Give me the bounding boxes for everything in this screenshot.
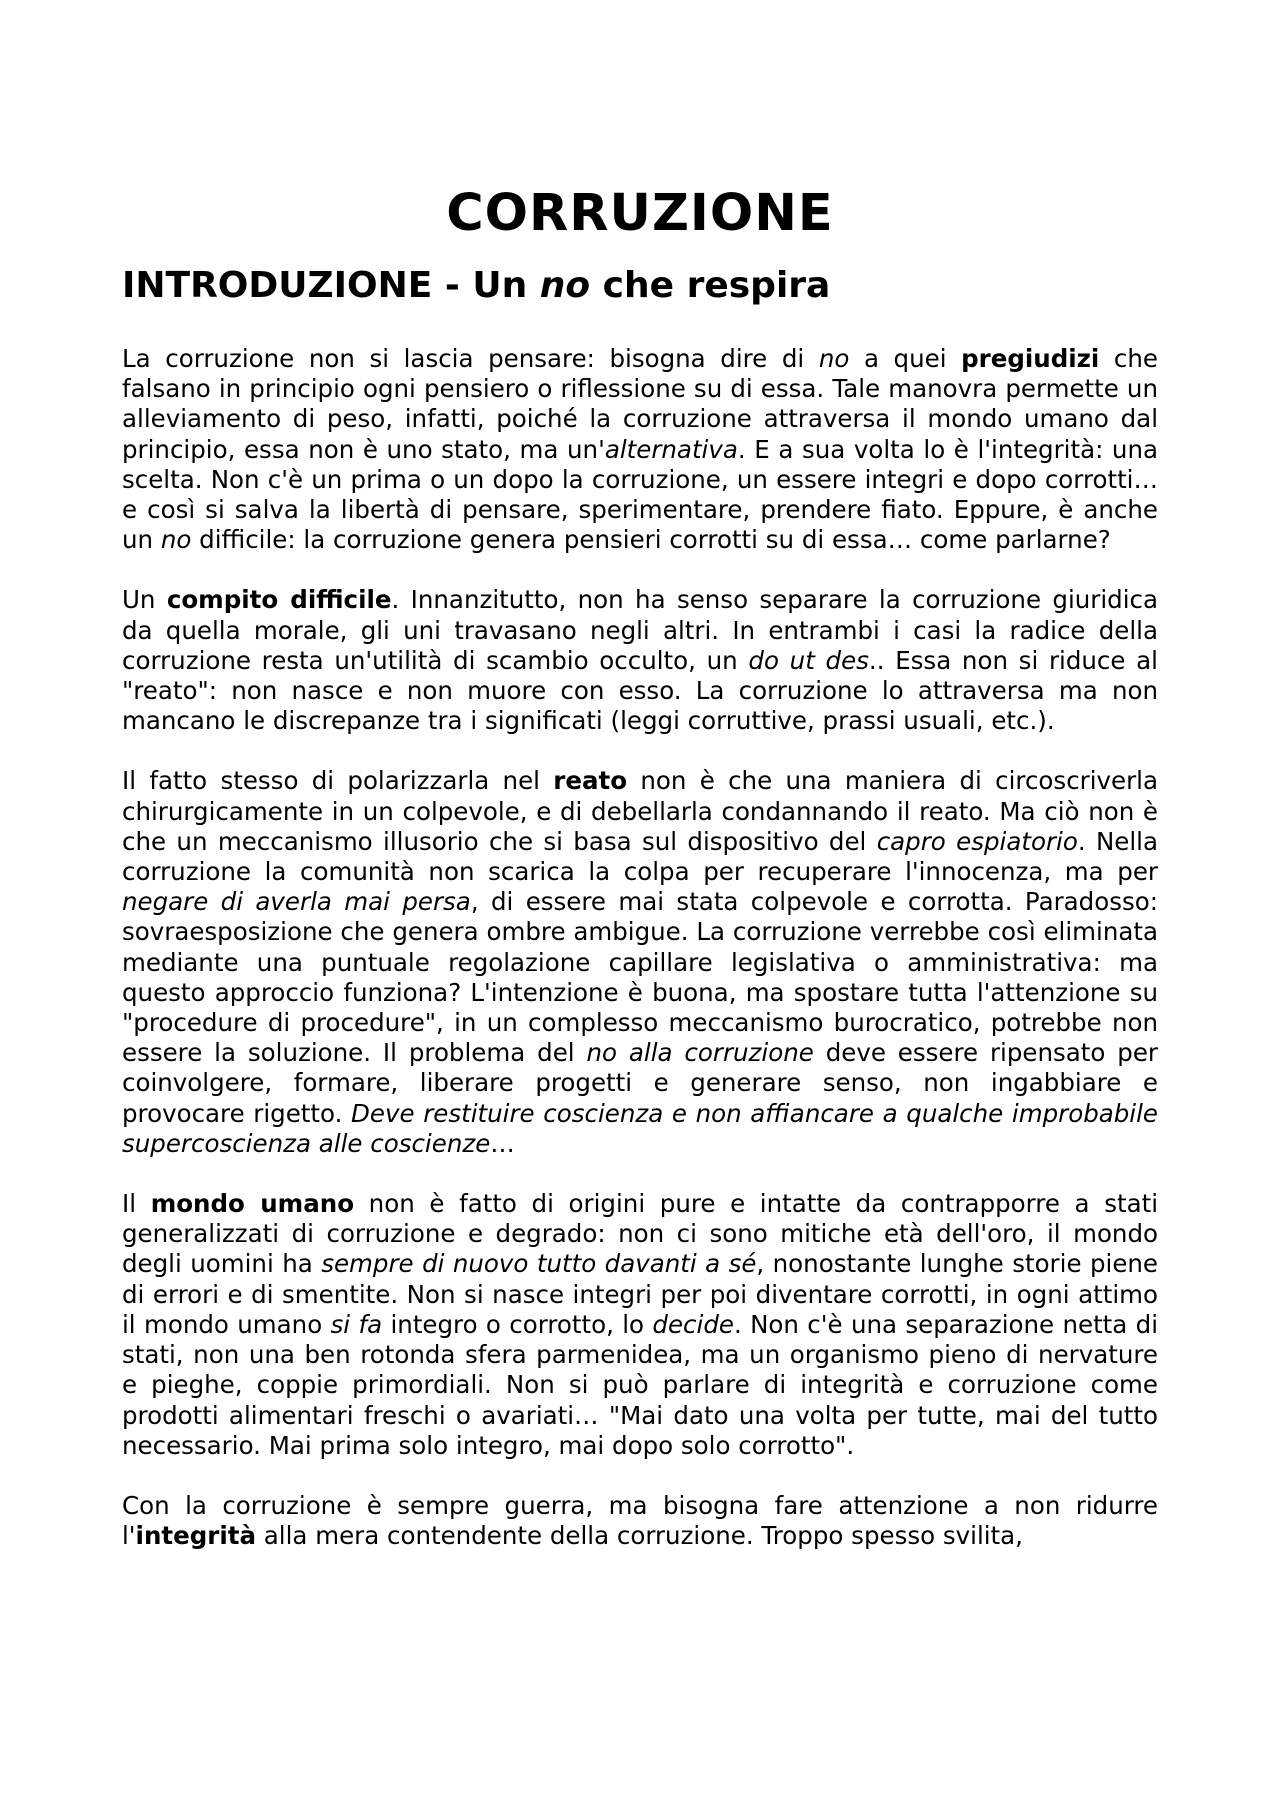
italic-phrase: do ut des — [748, 645, 869, 675]
bold-term: reato — [553, 766, 628, 796]
italic-phrase: no — [818, 344, 850, 373]
text-run: . Non c'è una separazione netta di stati, non una ben rotonda sfera parmenidea, ma un organismo pieno di nervature e pieghe, coppie primordiali. Non si può parlare di integrità e corruzione come prodotti alimentari freschi o avariati… "Mai dato una volta per tutte, mai del tutto necessario. Mai prima solo integro, mai dopo solo corrotto". — [122, 1309, 1159, 1460]
text-run: che falsano in principio ogni pensiero o riflessione su di essa. Tale manovra permette un alleviamento di peso, infatti, poiché la corruzione attraversa il mondo umano dal principio, essa non è uno stato, ma un' — [122, 344, 1158, 464]
text-run: La corruzione non si lascia pensare: bisogna dire di — [122, 344, 819, 373]
text-run: . Nella corruzione la comunità non scarica la colpa per recuperare l'innocenza, ma per — [122, 826, 1158, 887]
text-run: Il — [122, 1189, 151, 1219]
italic-phrase: Deve restituire coscienza e non affiancare a qualche improbabile supercoscienza alle coscienze — [122, 1098, 1158, 1158]
italic-phrase: no alla corruzione — [586, 1038, 814, 1068]
italic-phrase: sempre di nuovo tutto davanti a sé — [321, 1249, 757, 1279]
italic-phrase: si fa — [330, 1309, 383, 1339]
bold-term: mondo umano — [150, 1189, 355, 1219]
paragraph — [122, 585, 1158, 736]
text-run: integro o corrotto, lo — [382, 1309, 653, 1339]
paragraph — [122, 344, 1158, 555]
text-run: deve essere ripensato per coinvolgere, formare, liberare progetti e generare senso, non ingabbiare e provocare rigetto. — [122, 1038, 1158, 1128]
section-heading-end: che respira — [590, 265, 831, 306]
bold-term: pregiudizi — [961, 344, 1100, 373]
paragraph — [122, 1491, 1158, 1551]
text-run: non è fatto di origini pure e intatte da contrapporre a stati generalizzati di corruzione e degrado: non ci sono mitiche età dell'oro, il mondo degli uomini ha — [122, 1189, 1159, 1279]
text-run: non è che una maniera di circoscriverla chirurgicamente in un colpevole, e di debellarla condannando il reato. Ma ciò non è che un meccanismo illusorio che si basa sul dispositivo del — [122, 766, 1159, 856]
section-heading-start: INTRODUZIONE - Un — [122, 265, 540, 306]
text-run: , nonostante lunghe storie piene di errori e di smentite. Non si nasce integri per poi diventare corrotti, in ogni attimo il mondo umano — [122, 1249, 1158, 1339]
text-run: … — [490, 1128, 515, 1158]
body-text — [122, 344, 1158, 1551]
italic-phrase: capro espiatorio — [876, 826, 1078, 856]
italic-phrase: decide — [652, 1309, 734, 1339]
document-title: CORRUZIONE — [446, 184, 834, 243]
text-run: a quei — [849, 344, 962, 373]
text-run: .. Essa non si riduce al "reato": non nasce e non muore con esso. La corruzione lo attraversa ma non mancano le discrepanze tra i significati (leggi corruttive, prassi usuali, etc.). — [122, 645, 1158, 736]
text-run: difficile: la corruzione genera pensieri corrotti su di essa… come parlarne? — [191, 525, 1111, 555]
text-run: Un — [122, 585, 167, 615]
section-heading-italic: no — [539, 265, 591, 306]
text-run: , di essere mai stata colpevole e corrotta. Paradosso: sovraesposizione che genera ombre ambigue. La corruzione verrebbe così eliminata mediante una puntuale regolazione capillare legislativa o amministrativa: ma questo approccio funziona? L'intenzione è buona, ma spostare tutta l'attenzione su "procedure di procedure", in un complesso meccanismo burocratico, potrebbe non essere la soluzione. Il problema del — [122, 887, 1158, 1068]
italic-phrase: negare di averla mai persa — [122, 887, 471, 917]
text-run: Con la corruzione è sempre guerra, ma bisogna fare attenzione a non ridurre l' — [122, 1490, 1158, 1551]
paragraph — [122, 766, 1158, 1159]
bold-term: compito difficile — [166, 585, 392, 615]
bold-term: integrità — [135, 1521, 256, 1551]
italic-phrase: no — [160, 525, 192, 555]
text-run: Il fatto stesso di polarizzarla nel — [122, 766, 554, 796]
text-run: . E a sua volta lo è l'integrità: una scelta. Non c'è un prima o un dopo la corruzione, un essere integri e dopo corrotti… e così si salva la libertà di pensare, sperimentare, prendere fiato. Eppure, è anche un — [122, 434, 1159, 555]
text-run: . Innanzitutto, non ha senso separare la corruzione giuridica da quella morale, gli uni travasano negli altri. In entrambi i casi la radice della corruzione resta un'utilità di scambio occulto, un — [122, 585, 1158, 675]
paragraph — [122, 1189, 1158, 1461]
section-heading — [122, 261, 1158, 311]
italic-phrase: alternativa — [604, 434, 738, 464]
text-run: alla mera contendente della corruzione. Troppo spesso svilita, — [255, 1521, 1023, 1551]
